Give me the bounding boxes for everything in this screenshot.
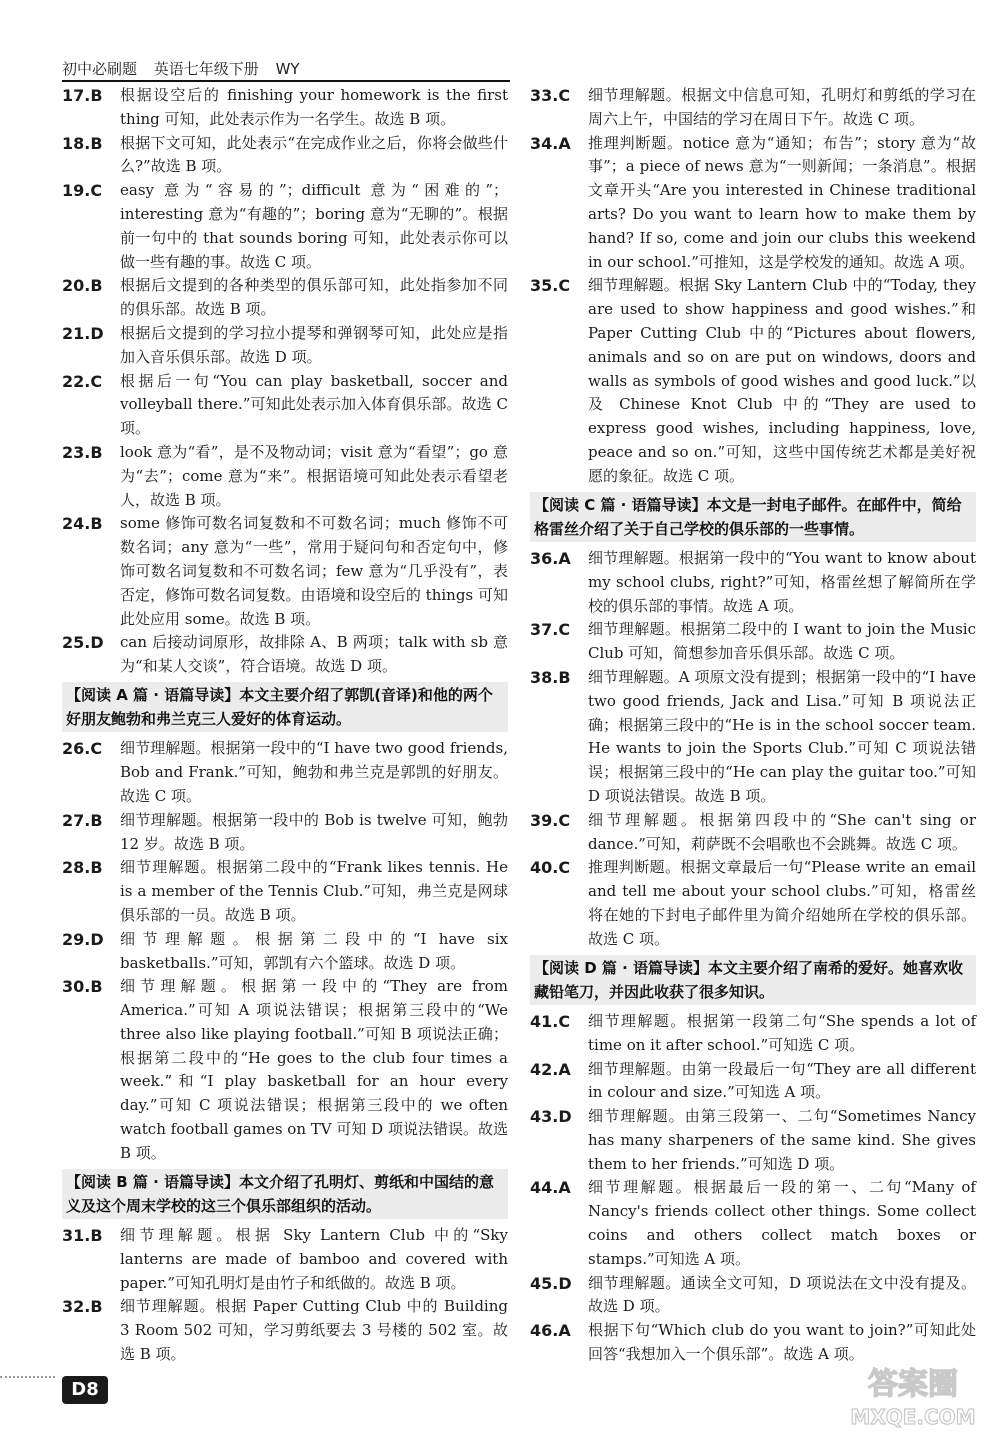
question-number: [62, 928, 104, 952]
passage-guide: 【阅读 C 篇 · 语篇导读】本文是一封电子邮件。在邮件中，简给格雷丝介绍了关于自己学校的俱乐部的一些事情。: [530, 492, 976, 542]
question-index: 32.: [62, 1297, 91, 1317]
header-rule: [62, 80, 510, 82]
answer-letter: D: [558, 1107, 572, 1127]
answer-letter: B: [90, 977, 103, 997]
answer-letter: C: [558, 620, 571, 640]
question-number: [530, 618, 570, 642]
question-index: 29.: [62, 929, 91, 949]
question-number: [530, 809, 570, 833]
answer-letter: C: [90, 739, 103, 759]
question-number: [62, 856, 103, 880]
answer-letter: B: [90, 276, 103, 296]
answer-explanation: 根据后文提到的各种类型的俱乐部可知，此处指参加不同的俱乐部。故选 B 项。: [120, 276, 508, 319]
answer-item: [62, 512, 508, 631]
answer-letter: A: [558, 1321, 571, 1341]
answer-explanation: 细节理解题。根据 Sky Lantern Club 中的“Today, they are used to show happiness and good wishes.”和 Paper Cutting Club 中的“Pictures about flowers, animals and so on are put on windows, doors and walls as symbols of good wishes and good luck.”以及 Chinese Knot Club 中的“They are used to express good wishes, including happiness, love, peace and so on.”可知，这些中国传统艺术都是美好祝愿的象征。故选 C 项。: [588, 276, 976, 485]
question-index: 25.: [62, 633, 91, 653]
passage-guide: 【阅读 D 篇 · 语篇导读】本文主要介绍了南希的爱好。她喜欢收藏铅笔刀，并因此收获了很多知识。: [530, 955, 976, 1005]
answer-explanation: 细节理解题。根据第四段中的“She can't sing or dance.”可知，莉萨既不会唱歌也不会跳舞。故选 C 项。: [588, 810, 976, 853]
question-index: 36.: [530, 548, 559, 568]
answer-item: [62, 737, 508, 808]
answer-item: [530, 547, 976, 618]
question-index: 38.: [530, 667, 559, 687]
answer-item: [62, 928, 508, 976]
question-number: [530, 132, 571, 156]
question-number: [530, 856, 570, 880]
answer-explanation: 细节理解题。根据第一段中的“You want to know about my school clubs, right?”可知，格雷丝想了解简所在学校的俱乐部的事情。故选 A 项。: [588, 548, 976, 615]
question-index: 27.: [62, 810, 91, 830]
question-number: [530, 1058, 571, 1082]
answer-item: [62, 1295, 508, 1366]
question-index: 46.: [530, 1321, 559, 1341]
question-number: [62, 975, 103, 999]
answer-letter: C: [558, 1011, 571, 1031]
answer-explanation: 根据设空后的 finishing your homework is the first thing 可知，此处表示作为一名学生。故选 B 项。: [120, 86, 508, 128]
answer-explanation: 细节理解题。根据第一段中的“I have two good friends, Bob and Frank.”可知，鲍勃和弗兰克是郭凯的好朋友。故选 C 项。: [120, 739, 508, 805]
answer-letter: B: [90, 858, 103, 878]
question-index: 21.: [62, 323, 91, 343]
answer-item: [62, 975, 508, 1165]
question-index: 20.: [62, 276, 91, 296]
answer-letter: C: [558, 858, 571, 878]
question-index: 30.: [62, 977, 91, 997]
left-column: [62, 84, 508, 1367]
question-number: [62, 1295, 103, 1319]
question-number: [62, 1224, 103, 1248]
answer-letter: C: [90, 181, 103, 201]
question-index: 24.: [62, 514, 91, 534]
question-index: 42.: [530, 1059, 559, 1079]
edition-label: WY: [275, 60, 300, 78]
answer-letter: B: [558, 667, 571, 687]
answer-item: [530, 132, 976, 275]
answer-explanation: 推理判断题。notice 意为“通知；布告”；story 意为“故事”；a piece of news 意为“一则新闻；一条消息”。根据文章开头“Are you interested in Chinese traditional arts? Do you want to learn how to make them by hand? If so, come and join our clubs this weekend in our school.”可推知，这是学校发的通知。故选 A 项。: [588, 133, 976, 271]
question-number: [530, 1319, 571, 1343]
question-index: 26.: [62, 739, 91, 759]
question-number: [62, 737, 102, 761]
question-number: [62, 370, 102, 394]
answer-explanation: 细节理解题。根据第一段中的“They are from America.”可知 A 项说法错误；根据第三段中的“We three also like playing football.”可知 B 项说法正确；根据第二段中的“He goes to the club four times a week.”和“I play basketball for an hour every day.”可知 C 项说法错误；根据第三段中的 we often watch football games on TV 可知 D 项说法错误。故选 B 项。: [120, 977, 508, 1162]
question-index: 35.: [530, 276, 559, 296]
question-index: 17.: [62, 86, 91, 105]
question-index: 45.: [530, 1273, 559, 1293]
subject-title: 英语七年级下册: [153, 60, 259, 78]
answer-letter: D: [90, 323, 104, 343]
svg-text:MXQE.COM: MXQE.COM: [850, 1405, 976, 1429]
answer-item: [62, 84, 508, 132]
series-title: 初中必刷题: [62, 60, 138, 78]
svg-text:答案圈: 答案圈: [868, 1367, 958, 1402]
answer-explanation: 细节理解题。根据 Sky Lantern Club 中的“Sky lanterns are made of bamboo and covered with paper.”可知孔明灯是由竹子和纸做的。故选 B 项。: [120, 1226, 508, 1292]
answer-explanation: 细节理解题。根据最后一段的第一、二句“Many of Nancy's friends collect other things. Some collect coins and others collect match boxes or stamps.”可知选 A 项。: [588, 1178, 976, 1268]
answer-item: [62, 179, 508, 274]
answer-explanation: look 意为“看”，是不及物动词；visit 意为“看望”；go 意为“去”；come 意为“来”。根据语境可知此处表示看望老人，故选 B 项。: [120, 442, 508, 509]
answer-item: [530, 618, 976, 666]
answer-letter: B: [90, 1226, 103, 1246]
question-number: [530, 666, 571, 690]
answer-explanation: some 修饰可数名词复数和不可数名词；much 修饰不可数名词；any 意为“一些”，常用于疑问句和否定句中，修饰可数名词复数和不可数名词；few 意为“几乎没有”，表否定，修饰可数名词复数。由语境和设空后的 things 可知此处应用 some。故选 B 项。: [120, 514, 508, 628]
question-number: [62, 441, 103, 465]
answer-letter: A: [558, 548, 571, 568]
question-number: [62, 84, 103, 108]
answer-item: [530, 1058, 976, 1106]
answer-letter: B: [90, 442, 103, 462]
question-index: 39.: [530, 810, 559, 830]
answer-item: [62, 441, 508, 512]
answer-letter: D: [558, 1273, 572, 1293]
answer-letter: C: [90, 371, 103, 391]
answer-explanation: 根据后文提到的学习拉小提琴和弹钢琴可知，此处应是指加入音乐俱乐部。故选 D 项。: [120, 323, 508, 366]
answer-item: [530, 84, 976, 132]
question-index: 31.: [62, 1226, 91, 1246]
page-number: D8: [62, 1376, 108, 1404]
question-number: [530, 1010, 570, 1034]
answer-item: [62, 856, 508, 927]
question-index: 40.: [530, 858, 559, 878]
question-index: 33.: [530, 86, 559, 105]
answer-item: [530, 666, 976, 809]
question-number: [62, 274, 103, 298]
answer-letter: B: [90, 1297, 103, 1317]
answer-item: [62, 1224, 508, 1295]
answer-item: [530, 1272, 976, 1320]
answer-letter: B: [90, 514, 103, 534]
answer-explanation: 根据下句“Which club do you want to join?”可知此处回答“我想加入一个俱乐部”。故选 A 项。: [588, 1321, 976, 1364]
answer-letter: B: [90, 86, 103, 105]
answer-letter: A: [558, 1178, 571, 1198]
answer-item: [62, 274, 508, 322]
answer-item: [530, 274, 976, 488]
answer-letter: C: [558, 86, 571, 105]
question-number: [62, 809, 103, 833]
answer-explanation: 细节理解题。根据文中信息可知，孔明灯和剪纸的学习在周六上午，中国结的学习在周日下午。故选 C 项。: [588, 86, 976, 128]
answer-item: [62, 809, 508, 857]
answer-explanation: 细节理解题。根据第二段中的“Frank likes tennis. He is a member of the Tennis Club.”可知，弗兰克是网球俱乐部的一员。故选 B 项。: [120, 858, 508, 924]
answer-explanation: 细节理解题。A 项原文没有提到；根据第一段中的“I have two good friends, Jack and Lisa.”可知 B 项说法正确；根据第三段中的“He is in the school soccer team. He wants to join the Sports Club.”可知 C 项说法错误；根据第三段中的“He can play the guitar too.”可知 D 项说法错误。故选 B 项。: [588, 667, 976, 805]
answer-letter: A: [558, 1059, 571, 1079]
question-number: [530, 547, 571, 571]
footer-dotted-rule: [0, 1376, 55, 1378]
answer-explanation: 细节理解题。根据第一段第二句“She spends a lot of time on it after school.”可知选 C 项。: [588, 1011, 976, 1054]
question-number: [62, 512, 103, 536]
answer-letter: A: [558, 133, 571, 153]
answer-item: [62, 132, 508, 180]
question-number: [530, 1105, 572, 1129]
answer-explanation: 细节理解题。由第三段第一、二句“Sometimes Nancy has many sharpeners of the same kind. She gives them to her friends.”可知选 D 项。: [588, 1107, 976, 1173]
answer-explanation: 根据后一句“You can play basketball, soccer and volleyball there.”可知此处表示加入体育俱乐部。故选 C 项。: [120, 371, 508, 438]
answer-explanation: 细节理解题。根据第二段中的 I want to join the Music Club 可知，简想参加音乐俱乐部。故选 C 项。: [588, 620, 976, 663]
question-index: 18.: [62, 133, 91, 153]
question-index: 28.: [62, 858, 91, 878]
answer-item: [62, 370, 508, 441]
passage-guide: 【阅读 B 篇 · 语篇导读】本文介绍了孔明灯、剪纸和中国结的意义及这个周末学校的这三个俱乐部组织的活动。: [62, 1169, 508, 1219]
page-header: [62, 58, 312, 82]
answer-item: [530, 1010, 976, 1058]
answer-letter: B: [90, 133, 103, 153]
question-number: [530, 1272, 572, 1296]
question-index: 23.: [62, 442, 91, 462]
answer-letter: B: [90, 810, 103, 830]
answer-explanation: easy 意为“容易的”；difficult 意为“困难的”；interesting 意为“有趣的”；boring 意为“无聊的”。根据前一句中的 that sounds boring 可知，此处表示你可以做一些有趣的事。故选 C 项。: [120, 181, 508, 271]
answer-explanation: 细节理解题。根据第一段中的 Bob is twelve 可知，鲍勃 12 岁。故选 B 项。: [120, 810, 508, 853]
question-number: [62, 322, 104, 346]
answer-item: [530, 856, 976, 951]
question-index: 41.: [530, 1011, 559, 1031]
answer-item: [530, 809, 976, 857]
answer-item: [530, 1176, 976, 1271]
question-number: [530, 84, 570, 108]
answer-letter: C: [558, 276, 571, 296]
answer-explanation: 细节理解题。根据第二段中的“I have six basketballs.”可知，郭凯有六个篮球。故选 D 项。: [120, 929, 508, 972]
question-number: [62, 631, 104, 655]
passage-guide: 【阅读 A 篇 · 语篇导读】本文主要介绍了郭凯(音译)和他的两个好朋友鲍勃和弗兰克三人爱好的体育运动。: [62, 682, 508, 732]
answer-letter: D: [90, 633, 104, 653]
question-number: [62, 179, 102, 203]
question-index: 34.: [530, 133, 559, 153]
question-index: 37.: [530, 620, 559, 640]
site-watermark-logo: [838, 1356, 988, 1436]
question-index: 22.: [62, 371, 91, 391]
question-number: [62, 132, 103, 156]
question-index: 19.: [62, 181, 91, 201]
answer-item: [530, 1105, 976, 1176]
answer-item: [62, 631, 508, 679]
answer-explanation: 细节理解题。通读全文可知，D 项说法在文中没有提及。故选 D 项。: [588, 1273, 976, 1316]
question-index: 44.: [530, 1178, 559, 1198]
question-index: 43.: [530, 1107, 559, 1127]
answer-explanation: can 后接动词原形，故排除 A、B 两项；talk with sb 意为“和某人交谈”，符合语境。故选 D 项。: [120, 633, 508, 676]
answer-explanation: 推理判断题。根据文章最后一句“Please write an email and tell me about your school clubs.”可知，格雷丝将在她的下封电子邮件里为简介绍她所在学校的俱乐部。故选 C 项。: [588, 858, 976, 948]
right-column: [530, 84, 976, 1367]
answer-letter: D: [90, 929, 104, 949]
question-number: [530, 1176, 571, 1200]
answer-explanation: 细节理解题。根据 Paper Cutting Club 中的 Building 3 Room 502 可知，学习剪纸要去 3 号楼的 502 室。故选 B 项。: [120, 1297, 508, 1364]
question-number: [530, 274, 570, 298]
answer-explanation: 细节理解题。由第一段最后一句“They are all different in colour and size.”可知选 A 项。: [588, 1059, 976, 1102]
answer-letter: C: [558, 810, 571, 830]
answer-explanation: 根据下文可知，此处表示“在完成作业之后，你将会做些什么?”故选 B 项。: [120, 133, 508, 176]
answer-item: [62, 322, 508, 370]
